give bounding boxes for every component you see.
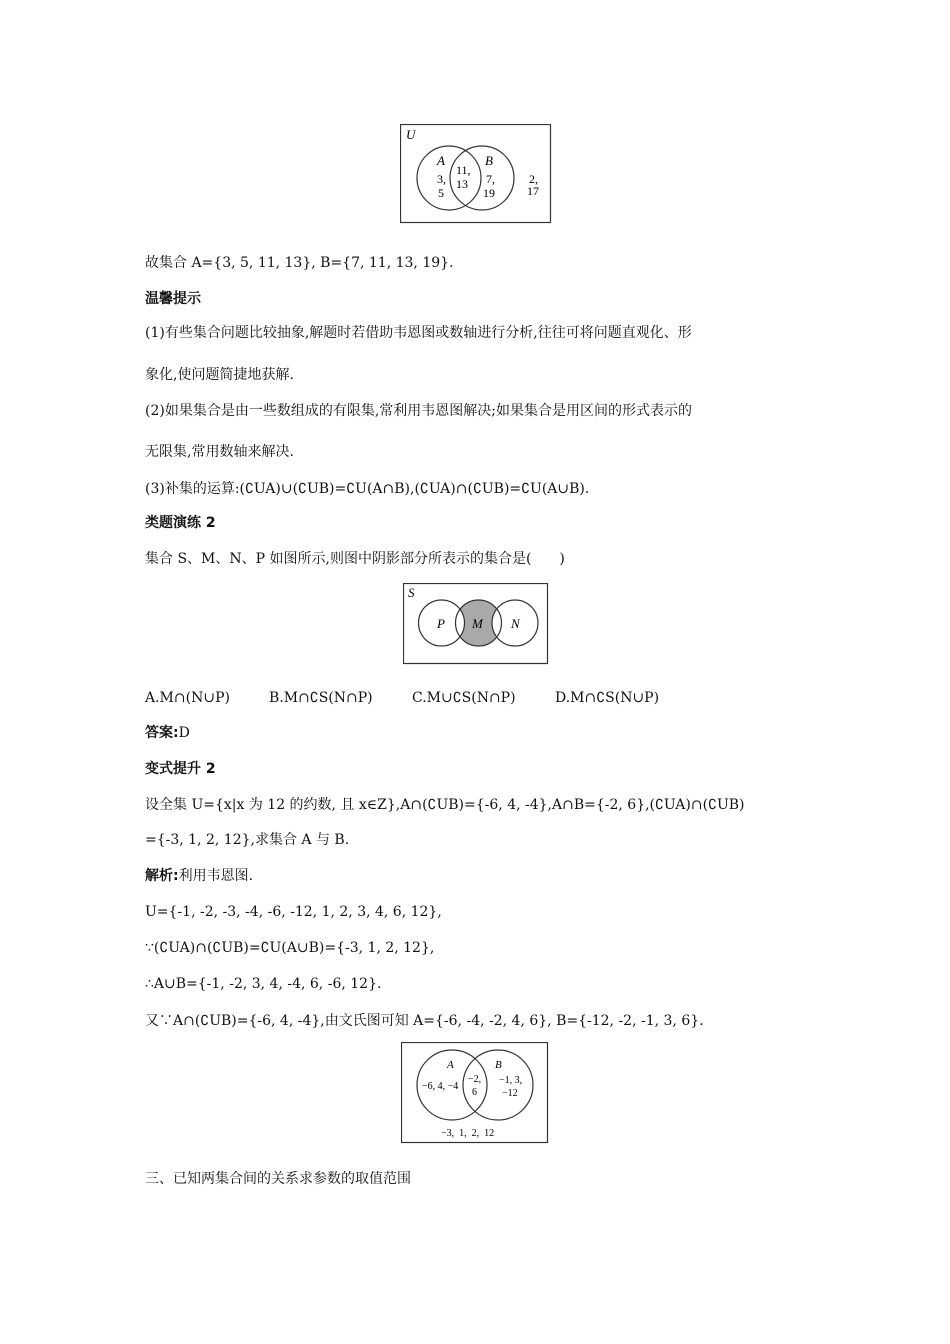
solution-intro: 利用韦恩图. [178,868,254,884]
universe-label: U [406,127,416,142]
set-b-label: B [485,153,493,168]
tip-1b: 象化,使问题简捷地获解. [145,367,294,383]
both-2: 6 [472,1087,477,1098]
tip-3: (3)补集的运算:(∁UA)∪(∁UB)=∁U(A∩B),(∁UA)∩(∁UB)=∁U(A∪B). [145,481,590,497]
solution-universe: U={-1, -2, -3, -4, -6, -12, 1, 2, 3, 4, 6, 12}, [145,904,442,920]
heading-variant-2: 变式提升 2 [145,761,216,777]
option-b: B.M∩∁S(N∩P) [269,690,373,706]
tip-2b: 无限集,常用数轴来解决. [145,444,294,460]
universe-box [401,125,551,223]
a-only-2: 5 [438,186,444,200]
b-only-1: 7, [486,172,495,186]
answer-value: D [178,725,190,741]
solution-line [145,867,253,885]
option-d: D.M∩∁S(N∪P) [555,690,660,706]
b-only-2: 19 [483,186,495,200]
venn-diagram-solution [401,1042,549,1144]
option-c: C.M∪∁S(N∩P) [412,690,516,706]
solution-step-2: ∴A∪B={-1, -2, 3, 4, -4, 6, -6, 12}. [145,976,382,992]
conclusion-line: 故集合 A={3, 5, 11, 13}, B={7, 11, 13, 19}. [145,255,454,271]
solution-step-1: ∵(∁UA)∩(∁UB)=∁U(A∪B)={-3, 1, 2, 12}, [145,940,435,956]
both-2: 13 [456,177,468,191]
solution-label: 解析: [145,868,179,884]
answer-line [145,724,190,742]
a-only-1: 3, [437,172,446,186]
section-heading-3: 三、已知两集合间的关系求参数的取值范围 [145,1171,411,1187]
b-only-2: −12 [502,1088,518,1099]
venn-diagram-u [400,124,552,224]
option-a: A.M∩(N∪P) [145,690,230,706]
set-a-circle [417,146,481,210]
answer-label: 答案: [145,725,179,741]
outside-values: −3, 1, 2, 12 [441,1128,495,1139]
set-a-label: A [447,1059,454,1071]
variant-question-1: 设全集 U={x|x 为 12 的约数, 且 x∈Z},A∩(∁UB)={-6, 4, -4},A∩B={-2, 6},(∁UA)∩(∁UB) [145,797,745,813]
set-p-label: P [437,616,445,631]
universe-label: S [408,585,415,600]
variant-question-2: ={-3, 1, 2, 12},求集合 A 与 B. [145,832,350,848]
set-m-label: M [472,616,483,631]
answer-options [145,689,659,707]
heading-tips: 温馨提示 [145,291,201,307]
tip-2a: (2)如果集合是由一些数组成的有限集,常利用韦恩图解决;如果集合是用区间的形式表示的 [145,403,692,419]
practice-question: 集合 S、M、N、P 如图所示,则图中阴影部分所表示的集合是( ) [145,551,565,567]
both-1: −2, [468,1074,482,1085]
venn-diagram-s [403,583,549,665]
outside-2: 17 [527,184,539,198]
tip-1a: (1)有些集合问题比较抽象,解题时若借助韦恩图或数轴进行分析,往往可将问题直观化、形 [145,325,692,341]
heading-practice-2: 类题演练 2 [145,515,216,531]
b-only-1: −1, 3, [499,1075,523,1086]
outside-1: 2, [529,172,538,186]
set-n-label: N [511,616,520,631]
a-only: −6, 4, −4 [422,1081,459,1092]
both-1: 11, [456,163,471,177]
set-a-label: A [437,153,445,168]
solution-step-3: 又∵A∩(∁UB)={-6, 4, -4},由文氏图可知 A={-6, -4, -2, 4, 6}, B={-12, -2, -1, 3, 6}. [145,1013,704,1029]
set-b-label: B [495,1059,502,1071]
